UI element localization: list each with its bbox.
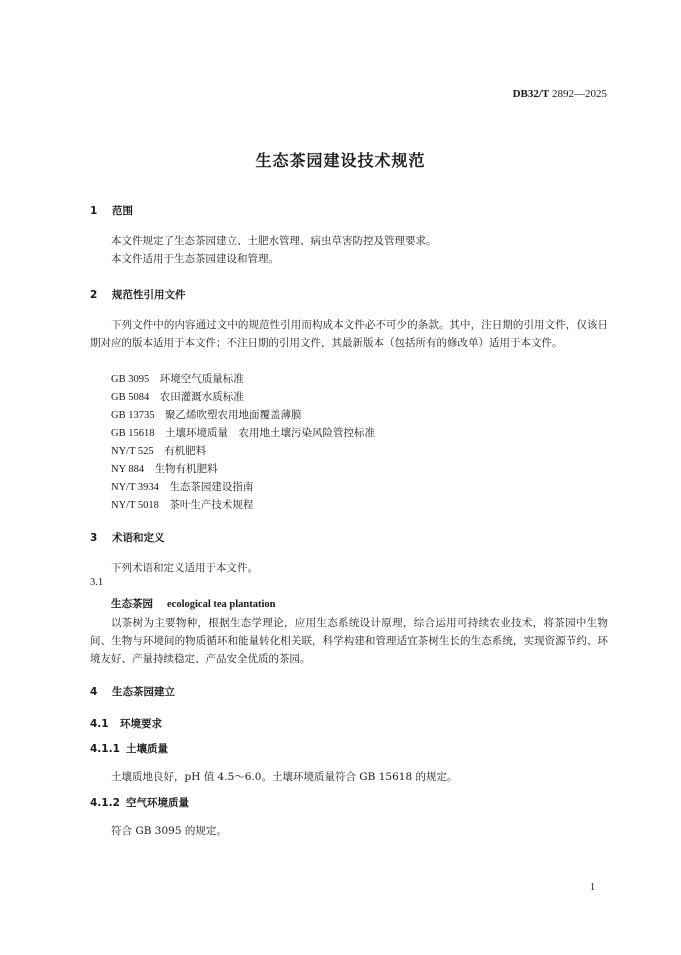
section-1-heading — [90, 203, 133, 218]
reference-item — [111, 406, 301, 425]
reference-item — [111, 388, 244, 407]
subsection-number: 4.1.1 — [90, 743, 120, 755]
subsection-4-1-2-heading — [90, 795, 189, 810]
document-title: 生态茶园建设技术规范 — [255, 151, 426, 170]
section-number: 3 — [90, 532, 98, 544]
standard-number — [513, 88, 607, 100]
reference-name: 农田灌溉水质标准 — [159, 391, 244, 403]
subsection-number: 4.1 — [90, 718, 109, 730]
reference-name: 土壤环境质量 农用地土壤污染风险管控标准 — [164, 427, 375, 439]
section-title: 规范性引用文件 — [112, 289, 186, 301]
term-chinese: 生态茶园 — [111, 598, 153, 610]
standard-prefix: DB32/T — [512, 88, 550, 100]
subsection-4-1-1-heading — [90, 741, 168, 756]
air-quality-text: 符合 GB 3095 的规定。 — [111, 825, 227, 837]
scope-paragraph-1: 本文件规定了生态茶园建立、土肥水管理、病虫草害防控及管理要求。 — [111, 235, 437, 247]
soil-quality-text: 土壤质地良好，pH 值 4.5～6.0。土壤环境质量符合 GB 15618 的规定。 — [111, 771, 458, 783]
reference-name: 茶叶生产技术规程 — [169, 499, 254, 511]
scope-paragraph-2: 本文件适用于生态茶园建设和管理。 — [111, 253, 279, 265]
reference-item — [111, 442, 206, 461]
reference-name: 环境空气质量标准 — [159, 373, 244, 385]
reference-name: 有机肥料 — [164, 445, 207, 457]
reference-code: GB 13735 — [111, 410, 155, 421]
terms-intro: 下列术语和定义适用于本文件。 — [111, 562, 258, 574]
reference-code: GB 15618 — [111, 428, 155, 439]
reference-code: NY/T 5018 — [111, 500, 159, 511]
reference-name: 生态茶园建设指南 — [169, 481, 254, 493]
reference-code: GB 5084 — [111, 392, 150, 403]
term-number: 3.1 — [90, 577, 104, 588]
section-2-heading — [90, 287, 186, 302]
reference-code: NY/T 3934 — [111, 482, 159, 493]
subsection-title: 土壤质量 — [126, 743, 168, 755]
term-entry — [111, 596, 276, 611]
reference-name: 聚乙烯吹塑农用地面覆盖薄膜 — [164, 409, 302, 421]
reference-code: GB 3095 — [111, 374, 150, 385]
reference-name: 生物有机肥料 — [154, 463, 218, 475]
section-number: 1 — [90, 205, 98, 217]
section-title: 生态茶园建立 — [112, 686, 175, 698]
section-3-heading — [90, 530, 165, 545]
section-number: 2 — [90, 289, 98, 301]
term-definition: 以茶树为主要物种，根据生态学理论，应用生态系统设计原理，综合运用可持续农业技术，将茶园中生物间、生物与环境间的物质循环和能量转化相关联，科学构建和管理适宜茶树生长的生态系统，实现资源节约、环境友好、产量持续稳定、产品安全优质的茶园。 — [90, 617, 608, 665]
reference-item — [111, 424, 375, 443]
references-intro: 下列文件中的内容通过文中的规范性引用而构成本文件必不可少的条款。其中，注日期的引用文件，仅该日期对应的版本适用于本文件；不注日期的引用文件，其最新版本（包括所有的修改单）适用于本文件。 — [90, 319, 608, 349]
reference-item — [111, 460, 218, 479]
section-number: 4 — [90, 686, 98, 698]
section-4-heading — [90, 684, 175, 699]
page-number: 1 — [590, 882, 595, 893]
reference-item — [111, 478, 253, 497]
term-english: ecological tea plantation — [167, 599, 276, 610]
standard-code: 2892—2025 — [552, 88, 607, 100]
subsection-title: 空气环境质量 — [126, 797, 189, 809]
reference-code: NY 884 — [111, 464, 145, 475]
subsection-number: 4.1.2 — [90, 797, 120, 809]
subsection-title: 环境要求 — [120, 718, 162, 730]
section-title: 范围 — [112, 205, 133, 217]
reference-code: NY/T 525 — [111, 446, 154, 457]
reference-item — [111, 496, 253, 515]
subsection-4-1-heading — [90, 716, 162, 731]
reference-item — [111, 370, 244, 389]
section-title: 术语和定义 — [112, 532, 165, 544]
